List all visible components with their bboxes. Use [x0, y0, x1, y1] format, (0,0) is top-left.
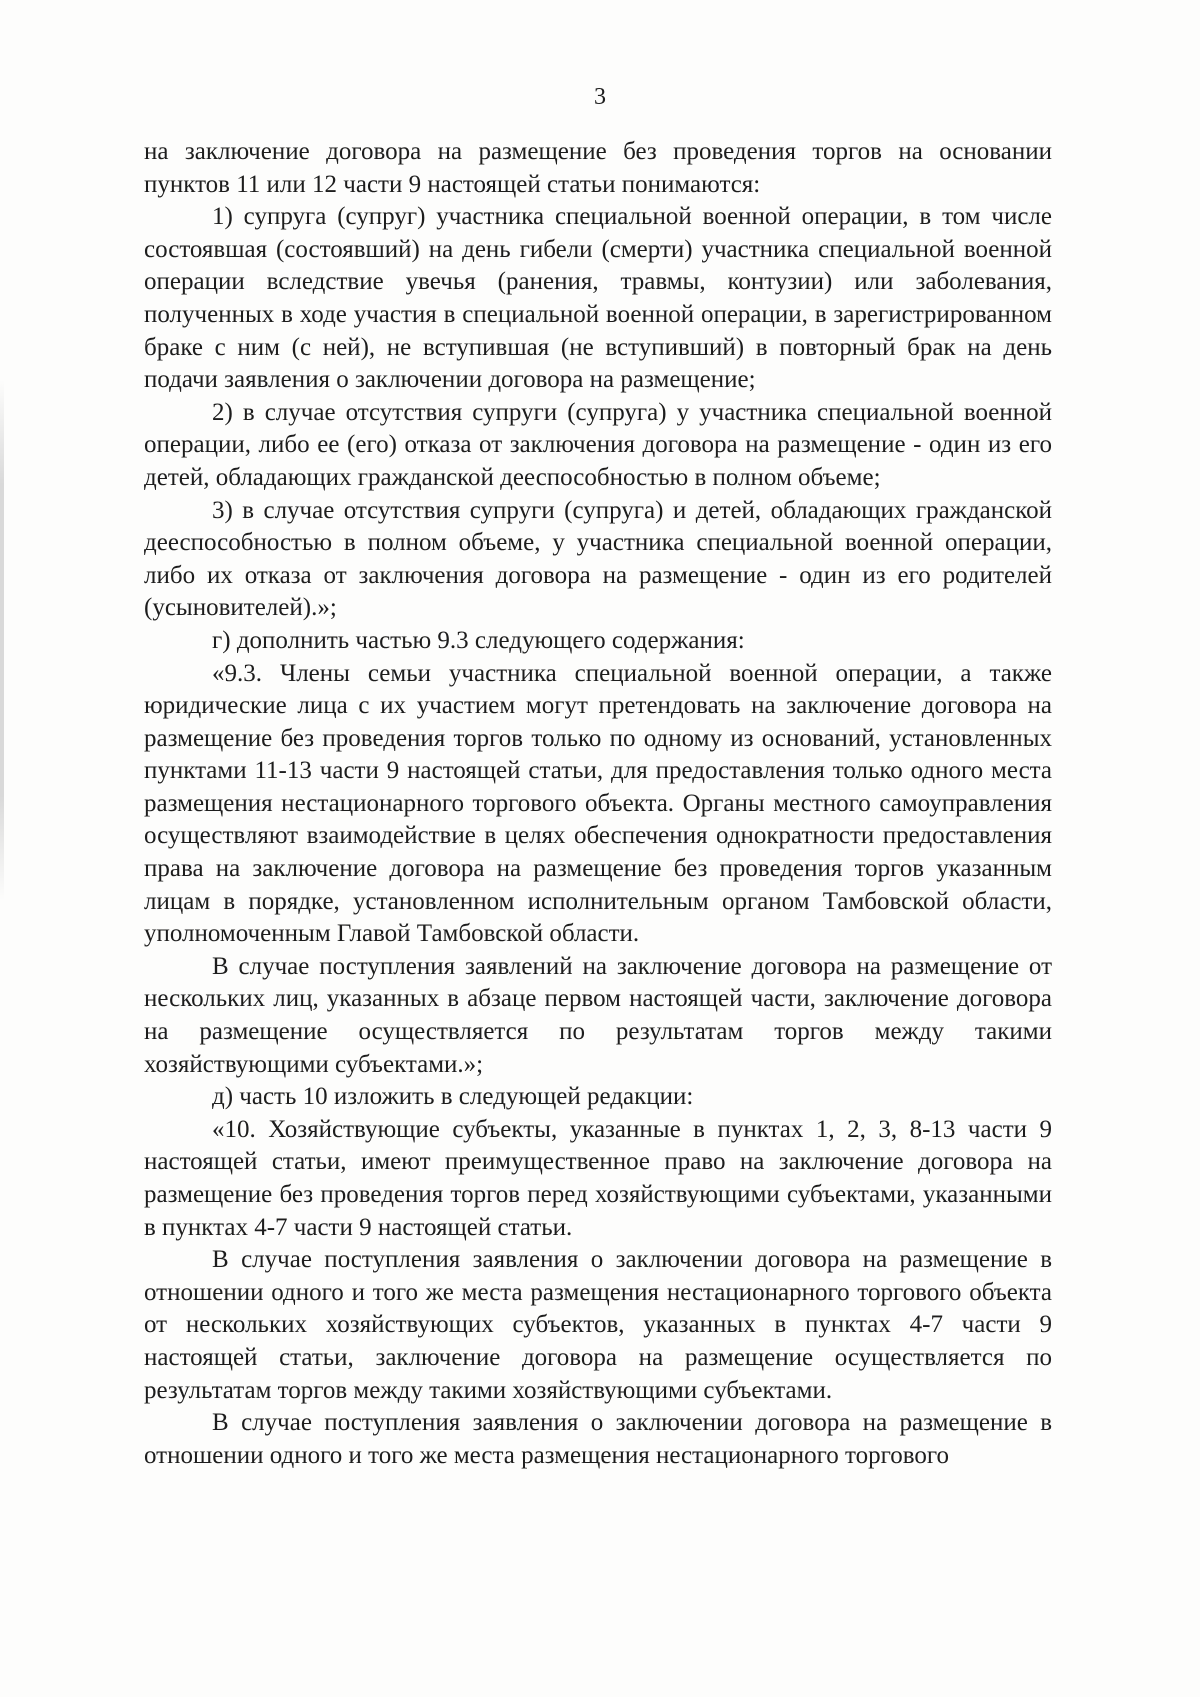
paragraph-part-10-second: В случае поступления заявления о заключении договора на размещение в отношении одного и того же места размещения нестационарного торгового объекта от нескольких хозяйствующих субъектов, указанных в пунктах 4-7 части 9 настоящей статьи, заключение договора на размещение осуществляется по результатам торгов между такими хозяйствующими субъектами. [144, 1246, 1052, 1404]
paragraph-item-2: 2) в случае отсутствия супруги (супруга) у участника специальной военной операции, либо ее (его) отказа от заключения договора на размещение - один из его детей, обладающих гражданской дееспособностью в полном объеме; [144, 398, 1052, 491]
paragraph-part-9-3: «9.3. Члены семьи участника специальной военной операции, а также юридические лица с их участием могут претендовать на заключение договора на размещение без проведения торгов только по одному из оснований, установленных пунктами 11-13 части 9 настоящей статьи, для предоставления только одного места размещения нестационарного торгового объекта. Органы местного самоуправления осуществляют взаимодействие в целях обеспечения однократности предоставления права на заключение договора на размещение без проведения торгов указанным лицам в порядке, установленном исполнительным органом Тамбовской области, уполномоченным Главой Тамбовской области. [144, 659, 1052, 948]
scan-edge-artifact [0, 380, 4, 900]
paragraph-item-1: 1) супруга (супруг) участника специальной военной операции, в том числе состоявшая (состоявший) на день гибели (смерти) участника специальной военной операции вследствие увечья (ранения, травмы, контузии) или заболевания, полученных в ходе участия в специальной военной операции, в зарегистрированном браке с ним (с ней), не вступившая (не вступивший) в повторный брак на день подачи заявления о заключении договора на размещение; [144, 203, 1052, 394]
paragraph-amendment-d: д) часть 10 изложить в следующей редакции: [212, 1083, 694, 1111]
paragraph-amendment-g: г) дополнить частью 9.3 следующего содержания: [212, 626, 745, 654]
paragraph-part-10: «10. Хозяйствующие субъекты, указанные в пунктах 1, 2, 3, 8-13 части 9 настоящей статьи, имеют преимущественное право на заключение договора на размещение без проведения торгов перед хозяйствующими субъектами, указанными в пунктах 4-7 части 9 настоящей статьи. [144, 1115, 1052, 1241]
paragraph-item-3: 3) в случае отсутствия супруги (супруга) и детей, обладающих гражданской дееспособностью в полном объеме, у участника специальной военной операции, либо их отказа от заключения договора на размещение - один из его родителей (усыновителей).»; [144, 496, 1052, 622]
page-number: 3 [594, 84, 606, 110]
paragraph-part-9-3-second: В случае поступления заявлений на заключение договора на размещение от нескольких лиц, указанных в абзаце первом настоящей части, заключение договора на размещение осуществляется по результатам торгов между такими хозяйствующими субъектами.»; [144, 952, 1052, 1078]
document-body [144, 136, 1052, 1472]
paragraph-continuation: на заключение договора на размещение без проведения торгов на основании пунктов 11 или 12 части 9 настоящей статьи понимаются: [144, 138, 1052, 198]
paragraph-part-10-third: В случае поступления заявления о заключении договора на размещение в отношении одного и того же места размещения нестационарного торгового [144, 1409, 1052, 1469]
